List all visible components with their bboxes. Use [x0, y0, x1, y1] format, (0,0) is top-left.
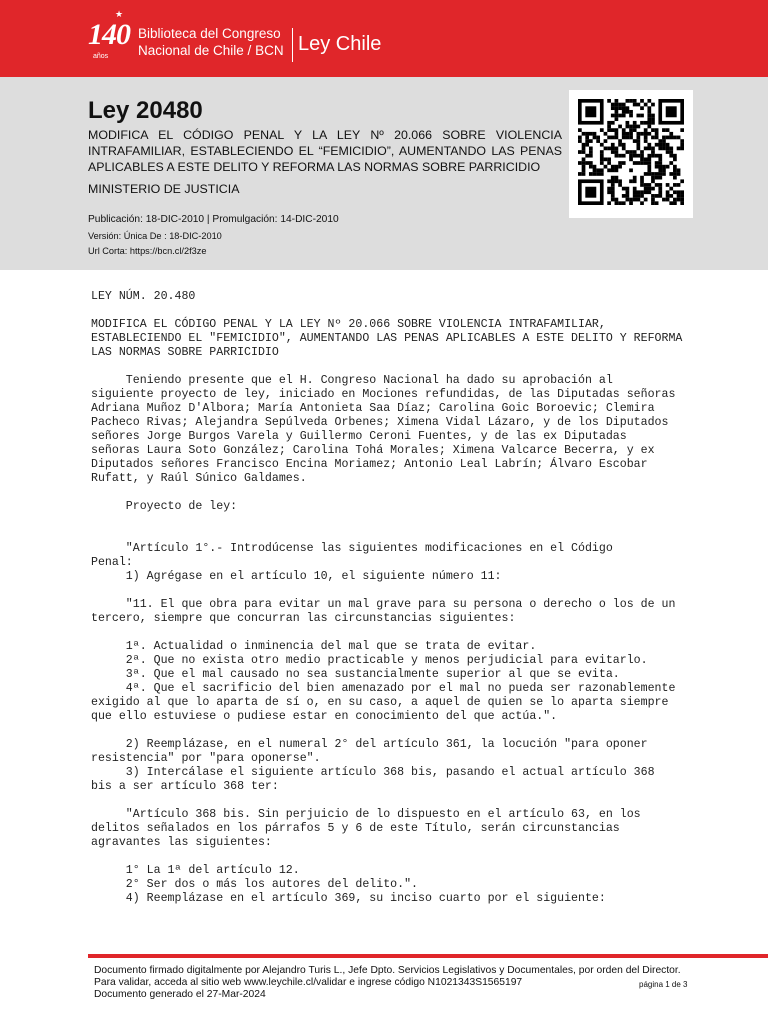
law-header: [0, 77, 768, 270]
body-line: Penal:: [91, 556, 133, 569]
law-ministry: MINISTERIO DE JUSTICIA: [88, 182, 240, 196]
body-line: Teniendo presente que el H. Congreso Nacional ha dado su aprobación al: [91, 374, 613, 387]
body-line: [91, 626, 739, 640]
body-line: [91, 514, 739, 528]
body-line: 4ª. Que el sacrificio del bien amenazado por el mal no pueda ser razonablemente: [91, 682, 676, 695]
body-line: Proyecto de ley:: [91, 500, 238, 513]
body-line: señores Jorge Burgos Varela y Guillermo Ceroni Fuentes, y de las ex Diputadas: [91, 430, 627, 443]
law-title: Ley 20480: [88, 97, 203, 124]
body-line: Rufatt, y Raúl Súnico Galdames.: [91, 472, 307, 485]
body-line: tercero, siempre que concurran las circunstancias siguientes:: [91, 612, 516, 625]
body-line: 2ª. Que no exista otro medio practicable y menos perjudicial para evitarlo.: [91, 654, 648, 667]
footer-validation: Para validar, acceda al sitio web www.leychile.cl/validar e ingrese código N1021343S1565197: [94, 977, 523, 988]
body-line: 1) Agrégase en el artículo 10, el siguiente número 11:: [91, 570, 502, 583]
body-line: [91, 584, 739, 598]
body-line: [91, 486, 739, 500]
body-line: "11. El que obra para evitar un mal grave para su persona o derecho o los de un: [91, 598, 676, 611]
body-line: 2) Reemplázase, en el numeral 2° del artículo 361, la locución "para oponer: [91, 738, 648, 751]
logo-anniversary: 140: [88, 18, 130, 51]
logo-line-1: Biblioteca del Congreso: [138, 26, 281, 41]
body-line: Adriana Muñoz D'Albora; María Antonieta Saa Díaz; Carolina Goic Boroevic; Clemira: [91, 402, 655, 415]
law-body: [91, 290, 739, 906]
footer-signature: Documento firmado digitalmente por Alejandro Turis L., Jefe Dpto. Servicios Legislativos y Documentales, por orden del Director.: [94, 965, 681, 976]
body-line: 3ª. Que el mal causado no sea sustancialmente superior al que se evita.: [91, 668, 620, 681]
body-line: bis a ser artículo 368 ter:: [91, 780, 279, 793]
body-line: [91, 360, 739, 374]
body-line: señoras Laura Soto González; Carolina Tohá Morales; Ximena Valcarce Becerra, y ex: [91, 444, 655, 457]
top-bar: [0, 0, 768, 77]
body-line: que ello estuviese o pudiese estar en conocimiento del que actúa.".: [91, 710, 558, 723]
law-publication: Publicación: 18-DIC-2010 | Promulgación: 14-DIC-2010: [88, 214, 339, 225]
body-line: MODIFICA EL CÓDIGO PENAL Y LA LEY Nº 20.066 SOBRE VIOLENCIA INTRAFAMILIAR,: [91, 318, 606, 331]
body-line: [91, 528, 739, 542]
footer-generated: Documento generado el 27-Mar-2024: [94, 989, 266, 1000]
body-line: 2° Ser dos o más los autores del delito.".: [91, 878, 418, 891]
body-line: [91, 794, 739, 808]
body-line: ESTABLECIENDO EL "FEMICIDIO", AUMENTANDO LAS PENAS APLICABLES A ESTE DELITO Y REFORMA: [91, 332, 683, 345]
body-line: siguiente proyecto de ley, iniciado en Mociones refundidas, de las Diputadas señoras: [91, 388, 676, 401]
logo-line-2: Nacional de Chile / BCN: [138, 43, 284, 58]
page-number: página 1 de 3: [639, 980, 688, 989]
body-line: exigido al que lo aparta de sí o, en su caso, a aquel de quien se lo aparta siempre: [91, 696, 669, 709]
footer-divider: [88, 954, 768, 958]
body-line: "Artículo 1°.- Introdúcense las siguientes modificaciones en el Código: [91, 542, 613, 555]
star-icon: ★: [115, 10, 124, 20]
law-short-url[interactable]: Url Corta: https://bcn.cl/2f3ze: [88, 246, 207, 256]
body-line: "Artículo 368 bis. Sin perjuicio de lo dispuesto en el artículo 63, en los: [91, 808, 641, 821]
body-line: LEY NÚM. 20.480: [91, 290, 196, 303]
body-line: Pacheco Rivas; Alejandra Sepúlveda Orbenes; Ximena Vidal Lázaro, y de los Diputados: [91, 416, 669, 429]
body-line: [91, 304, 739, 318]
body-line: 4) Reemplázase en el artículo 369, su inciso cuarto por el siguiente:: [91, 892, 606, 905]
body-line: delitos señalados en los párrafos 5 y 6 de este Título, serán circunstancias: [91, 822, 620, 835]
logo-divider: [292, 28, 293, 62]
body-line: 1ª. Actualidad o inminencia del mal que se trata de evitar.: [91, 640, 537, 653]
logo-anos: años: [93, 53, 109, 60]
body-line: agravantes las siguientes:: [91, 836, 272, 849]
law-description: MODIFICA EL CÓDIGO PENAL Y LA LEY Nº 20.066 SOBRE VIOLENCIA INTRAFAMILIAR, ESTABLECIENDO EL “FEMICIDIO”, AUMENTANDO LAS PENAS APLICABLES A ESTE DELITO Y REFORMA LAS NORMAS SOBRE PARRICIDIO: [88, 128, 562, 174]
body-line: 1° La 1ª del artículo 12.: [91, 864, 300, 877]
body-line: 3) Intercálase el siguiente artículo 368 bis, pasando el actual artículo 368: [91, 766, 655, 779]
law-version: Versión: Única De : 18-DIC-2010: [88, 231, 222, 241]
document-footer: [94, 965, 744, 1001]
body-line: resistencia" por "para oponerse".: [91, 752, 321, 765]
body-line: LAS NORMAS SOBRE PARRICIDIO: [91, 346, 279, 359]
body-line: [91, 724, 739, 738]
body-line: Diputados señores Francisco Encina Moriamez; Antonio Leal Labrín; Álvaro Escobar: [91, 458, 648, 471]
qr-code-icon: [569, 90, 693, 218]
logo-ley-chile: Ley Chile: [298, 33, 382, 55]
body-line: [91, 850, 739, 864]
